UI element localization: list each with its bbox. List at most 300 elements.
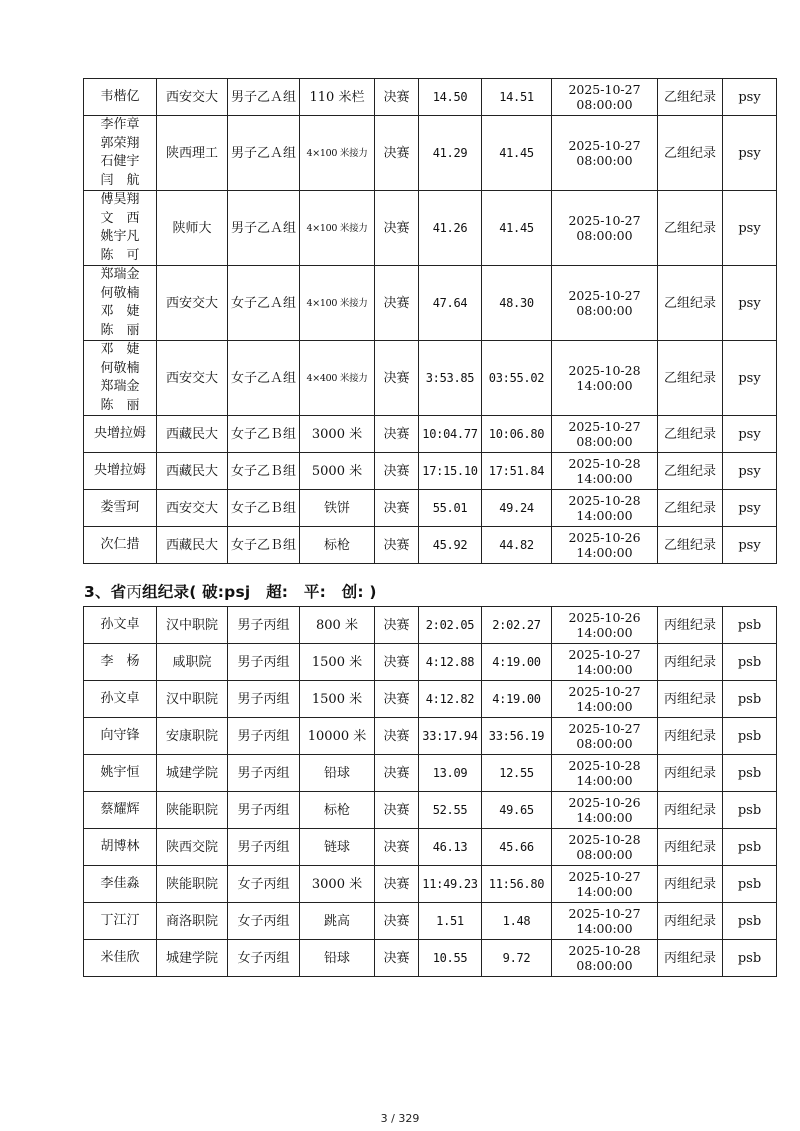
- datetime-cell: [552, 866, 658, 903]
- result-cell: [419, 116, 482, 191]
- event-cell: 800 米: [300, 607, 375, 644]
- record-code-cell: psy: [723, 490, 777, 527]
- date-value: 2025-10-26: [568, 795, 641, 810]
- event-cell: 铁饼: [300, 490, 375, 527]
- athlete-name-line: 郑瑞金: [100, 267, 140, 282]
- athlete-name-cell: [84, 266, 157, 341]
- result-cell: [419, 940, 482, 977]
- group-cell: 男子乙Ａ组: [228, 79, 300, 116]
- table-row: [84, 718, 777, 755]
- athlete-name-line: 闫 航: [100, 172, 140, 188]
- record-code-cell: psy: [723, 416, 777, 453]
- old-record-cell: [482, 416, 552, 453]
- school-cell: 西藏民大: [157, 453, 228, 490]
- result-value: 4:12.88: [425, 654, 475, 669]
- record-code-cell: psb: [723, 940, 777, 977]
- time-value: 08:00:00: [576, 97, 633, 112]
- group-cell: 女子乙Ｂ组: [228, 490, 300, 527]
- old-record-value: 41.45: [499, 220, 534, 235]
- athlete-name-cell: 娄雪珂: [84, 490, 157, 527]
- event-cell: 1500 米: [300, 681, 375, 718]
- round-cell: 决赛: [375, 718, 419, 755]
- result-cell: [419, 453, 482, 490]
- record-type-cell: 丙组纪录: [658, 755, 723, 792]
- athlete-name-line: 李作章: [100, 117, 140, 132]
- result-value: 52.55: [432, 802, 468, 817]
- athlete-name-cell: 姚宇恒: [84, 755, 157, 792]
- group-cell: 男子丙组: [228, 644, 300, 681]
- result-value: 4:12.82: [425, 691, 475, 706]
- result-value: 11:49.23: [422, 876, 478, 891]
- school-cell: 陕师大: [157, 191, 228, 266]
- record-code-cell: psy: [723, 79, 777, 116]
- table-row: [84, 527, 777, 564]
- athlete-name-cell: [84, 191, 157, 266]
- time-value: 14:00:00: [576, 378, 633, 393]
- table-row: [84, 607, 777, 644]
- old-record-cell: [482, 903, 552, 940]
- round-cell: 决赛: [375, 416, 419, 453]
- table-row: [84, 681, 777, 718]
- group-cell: 男子丙组: [228, 607, 300, 644]
- school-cell: 西安交大: [157, 490, 228, 527]
- datetime-cell: [552, 527, 658, 564]
- datetime-cell: [552, 718, 658, 755]
- event-cell: 110 米栏: [300, 79, 375, 116]
- event-cell: 3000 米: [300, 416, 375, 453]
- round-cell: 决赛: [375, 490, 419, 527]
- result-cell: [419, 644, 482, 681]
- datetime-cell: [552, 116, 658, 191]
- athlete-name-cell: 李佳淼: [84, 866, 157, 903]
- old-record-value: 1.48: [502, 913, 531, 928]
- athlete-name-cell: 蔡耀辉: [84, 792, 157, 829]
- table-row: [84, 453, 777, 490]
- date-value: 2025-10-28: [568, 363, 641, 378]
- record-code-cell: psy: [723, 453, 777, 490]
- record-code-cell: psy: [723, 266, 777, 341]
- event-cell: 4×400 米接力: [300, 341, 375, 416]
- date-value: 2025-10-28: [568, 943, 641, 958]
- date-value: 2025-10-27: [568, 82, 641, 97]
- record-type-cell: 乙组纪录: [658, 527, 723, 564]
- date-value: 2025-10-27: [568, 647, 641, 662]
- result-value: 45.92: [432, 537, 468, 552]
- record-code-cell: psb: [723, 903, 777, 940]
- time-value: 08:00:00: [576, 303, 633, 318]
- round-cell: 决赛: [375, 866, 419, 903]
- old-record-value: 4:19.00: [492, 654, 541, 669]
- record-code-cell: psy: [723, 341, 777, 416]
- athlete-name-line: 陈 可: [100, 247, 140, 263]
- result-cell: [419, 755, 482, 792]
- date-value: 2025-10-27: [568, 869, 641, 884]
- result-cell: [419, 866, 482, 903]
- table-row: [84, 490, 777, 527]
- old-record-value: 33:56.19: [488, 728, 545, 743]
- date-value: 2025-10-27: [568, 721, 641, 736]
- table-row: [84, 191, 777, 266]
- old-record-value: 14.51: [499, 89, 534, 104]
- record-type-cell: 丙组纪录: [658, 607, 723, 644]
- event-cell: 标枪: [300, 527, 375, 564]
- old-record-cell: [482, 940, 552, 977]
- record-type-cell: 丙组纪录: [658, 644, 723, 681]
- athlete-name-line: 何敬楠: [100, 360, 140, 376]
- athlete-name-line: 文 西: [100, 210, 140, 226]
- group-cell: 女子乙Ｂ组: [228, 453, 300, 490]
- school-cell: 咸职院: [157, 644, 228, 681]
- group-cell: 男子丙组: [228, 681, 300, 718]
- datetime-cell: [552, 490, 658, 527]
- date-value: 2025-10-27: [568, 684, 641, 699]
- record-type-cell: 乙组纪录: [658, 79, 723, 116]
- athlete-name-line: 傅昊翔: [100, 192, 140, 207]
- table-row: [84, 866, 777, 903]
- record-type-cell: 乙组纪录: [658, 266, 723, 341]
- date-value: 2025-10-28: [568, 758, 641, 773]
- page-number: 3 / 329: [380, 1112, 420, 1125]
- record-type-cell: 乙组纪录: [658, 341, 723, 416]
- round-cell: 决赛: [375, 829, 419, 866]
- athlete-name-cell: 向守锋: [84, 718, 157, 755]
- round-cell: 决赛: [375, 607, 419, 644]
- group-cell: 男子丙组: [228, 718, 300, 755]
- event-cell: 跳高: [300, 903, 375, 940]
- result-cell: [419, 527, 482, 564]
- event-cell: 铅球: [300, 940, 375, 977]
- group-cell: 男子乙Ａ组: [228, 191, 300, 266]
- result-value: 33:17.94: [422, 728, 478, 743]
- time-value: 08:00:00: [576, 434, 633, 449]
- table-row: [84, 940, 777, 977]
- datetime-cell: [552, 755, 658, 792]
- group-cell: 女子丙组: [228, 903, 300, 940]
- group-cell: 男子乙Ａ组: [228, 116, 300, 191]
- result-value: 2:02.05: [425, 617, 475, 632]
- athlete-name-cell: 丁江汀: [84, 903, 157, 940]
- datetime-cell: [552, 341, 658, 416]
- result-cell: [419, 607, 482, 644]
- athlete-name-line: 石健宇: [100, 154, 140, 169]
- result-value: 1.51: [436, 913, 464, 928]
- group-cell: 女子乙Ａ组: [228, 341, 300, 416]
- record-code-cell: psy: [723, 191, 777, 266]
- old-record-cell: [482, 681, 552, 718]
- datetime-cell: [552, 191, 658, 266]
- round-cell: 决赛: [375, 266, 419, 341]
- time-value: 14:00:00: [576, 471, 633, 486]
- athlete-name-cell: 央增拉姆: [84, 416, 157, 453]
- group-cell: 男子丙组: [228, 792, 300, 829]
- table-row: [84, 755, 777, 792]
- time-value: 08:00:00: [576, 847, 633, 862]
- table-row: [84, 116, 777, 191]
- result-value: 47.64: [432, 295, 468, 310]
- date-value: 2025-10-27: [568, 288, 641, 303]
- table-row: [84, 829, 777, 866]
- athlete-name-cell: 胡博林: [84, 829, 157, 866]
- time-value: 08:00:00: [576, 958, 633, 973]
- round-cell: 决赛: [375, 903, 419, 940]
- round-cell: 决赛: [375, 341, 419, 416]
- athlete-name-line: 陈 丽: [100, 397, 140, 413]
- table-row: [84, 341, 777, 416]
- group-cell: 男子丙组: [228, 755, 300, 792]
- old-record-value: 49.24: [499, 500, 534, 515]
- time-value: 14:00:00: [576, 773, 633, 788]
- result-cell: [419, 79, 482, 116]
- old-record-cell: [482, 792, 552, 829]
- time-value: 14:00:00: [576, 921, 633, 936]
- result-cell: [419, 829, 482, 866]
- old-record-value: 45.66: [499, 839, 534, 854]
- event-cell: 铅球: [300, 755, 375, 792]
- date-value: 2025-10-26: [568, 530, 641, 545]
- time-value: 14:00:00: [576, 810, 633, 825]
- athlete-name-cell: 央增拉姆: [84, 453, 157, 490]
- table-row: [84, 266, 777, 341]
- round-cell: 决赛: [375, 644, 419, 681]
- athlete-name-cell: 次仁措: [84, 527, 157, 564]
- school-cell: 西安交大: [157, 266, 228, 341]
- event-cell: 1500 米: [300, 644, 375, 681]
- result-cell: [419, 681, 482, 718]
- old-record-value: 11:56.80: [488, 876, 545, 891]
- time-value: 08:00:00: [576, 153, 633, 168]
- record-code-cell: psb: [723, 755, 777, 792]
- group-cell: 女子丙组: [228, 940, 300, 977]
- date-value: 2025-10-28: [568, 493, 641, 508]
- datetime-cell: [552, 903, 658, 940]
- old-record-value: 49.65: [499, 802, 534, 817]
- event-cell: 链球: [300, 829, 375, 866]
- athlete-name-line: 陈 丽: [100, 322, 140, 338]
- time-value: 14:00:00: [576, 884, 633, 899]
- event-cell: 3000 米: [300, 866, 375, 903]
- school-cell: 城建学院: [157, 755, 228, 792]
- school-cell: 陕能职院: [157, 792, 228, 829]
- record-type-cell: 丙组纪录: [658, 940, 723, 977]
- record-code-cell: psb: [723, 866, 777, 903]
- result-value: 10.55: [432, 950, 468, 965]
- event-cell: 4×100 米接力: [300, 116, 375, 191]
- datetime-cell: [552, 607, 658, 644]
- round-cell: 决赛: [375, 755, 419, 792]
- result-value: 10:04.77: [422, 426, 478, 441]
- record-table-group-c: [83, 606, 777, 977]
- event-cell: 4×100 米接力: [300, 191, 375, 266]
- time-value: 14:00:00: [576, 625, 633, 640]
- athlete-name-line: 何敬楠: [100, 285, 140, 301]
- record-type-cell: 丙组纪录: [658, 903, 723, 940]
- athlete-name-cell: 韦楷亿: [84, 79, 157, 116]
- table-row: [84, 644, 777, 681]
- datetime-cell: [552, 266, 658, 341]
- date-value: 2025-10-27: [568, 906, 641, 921]
- date-value: 2025-10-26: [568, 610, 641, 625]
- date-value: 2025-10-27: [568, 419, 641, 434]
- record-code-cell: psb: [723, 829, 777, 866]
- old-record-cell: [482, 453, 552, 490]
- event-cell: 4×100 米接力: [300, 266, 375, 341]
- time-value: 08:00:00: [576, 736, 633, 751]
- record-type-cell: 乙组纪录: [658, 490, 723, 527]
- event-cell: 标枪: [300, 792, 375, 829]
- datetime-cell: [552, 416, 658, 453]
- school-cell: 西安交大: [157, 79, 228, 116]
- old-record-value: 2:02.27: [492, 617, 541, 632]
- round-cell: 决赛: [375, 792, 419, 829]
- old-record-cell: [482, 607, 552, 644]
- old-record-value: 10:06.80: [488, 426, 545, 441]
- result-value: 41.26: [432, 220, 468, 235]
- result-cell: [419, 903, 482, 940]
- athlete-name-cell: 米佳欣: [84, 940, 157, 977]
- record-type-cell: 乙组纪录: [658, 453, 723, 490]
- old-record-value: 17:51.84: [488, 463, 545, 478]
- record-type-cell: 丙组纪录: [658, 792, 723, 829]
- athlete-name-cell: 孙文卓: [84, 607, 157, 644]
- result-value: 46.13: [432, 839, 468, 854]
- record-code-cell: psy: [723, 116, 777, 191]
- old-record-value: 9.72: [502, 950, 531, 965]
- athlete-name-cell: [84, 341, 157, 416]
- result-cell: [419, 266, 482, 341]
- round-cell: 决赛: [375, 681, 419, 718]
- school-cell: 汉中职院: [157, 607, 228, 644]
- section-heading-group-c: 3、省丙组纪录( 破:psj 超: 平: 创: ): [84, 583, 377, 601]
- athlete-name-line: 郑瑞金: [100, 379, 140, 394]
- old-record-value: 41.45: [499, 145, 534, 160]
- datetime-cell: [552, 79, 658, 116]
- datetime-cell: [552, 681, 658, 718]
- table-row: [84, 416, 777, 453]
- round-cell: 决赛: [375, 79, 419, 116]
- old-record-value: 48.30: [499, 295, 534, 310]
- group-cell: 男子丙组: [228, 829, 300, 866]
- athlete-name-line: 郭荣翔: [100, 135, 140, 151]
- old-record-cell: [482, 755, 552, 792]
- result-cell: [419, 792, 482, 829]
- group-cell: 女子乙Ｂ组: [228, 527, 300, 564]
- old-record-cell: [482, 116, 552, 191]
- old-record-cell: [482, 829, 552, 866]
- event-cell: 10000 米: [300, 718, 375, 755]
- round-cell: 决赛: [375, 116, 419, 191]
- old-record-cell: [482, 644, 552, 681]
- table-row: [84, 792, 777, 829]
- result-value: 17:15.10: [422, 463, 478, 478]
- datetime-cell: [552, 792, 658, 829]
- time-value: 14:00:00: [576, 699, 633, 714]
- old-record-value: 44.82: [499, 537, 534, 552]
- athlete-name-line: 邓 婕: [100, 342, 140, 357]
- table-row: [84, 79, 777, 116]
- time-value: 14:00:00: [576, 508, 633, 523]
- group-cell: 女子丙组: [228, 866, 300, 903]
- date-value: 2025-10-28: [568, 832, 641, 847]
- result-value: 41.29: [432, 145, 468, 160]
- date-value: 2025-10-27: [568, 213, 641, 228]
- result-value: 13.09: [432, 765, 468, 780]
- result-value: 55.01: [432, 500, 468, 515]
- school-cell: 西藏民大: [157, 416, 228, 453]
- datetime-cell: [552, 644, 658, 681]
- old-record-cell: [482, 191, 552, 266]
- record-type-cell: 乙组纪录: [658, 191, 723, 266]
- time-value: 08:00:00: [576, 228, 633, 243]
- old-record-cell: [482, 79, 552, 116]
- school-cell: 西安交大: [157, 341, 228, 416]
- old-record-value: 4:19.00: [492, 691, 541, 706]
- record-type-cell: 丙组纪录: [658, 718, 723, 755]
- result-cell: [419, 490, 482, 527]
- record-code-cell: psy: [723, 527, 777, 564]
- old-record-cell: [482, 866, 552, 903]
- record-type-cell: 丙组纪录: [658, 866, 723, 903]
- result-cell: [419, 341, 482, 416]
- round-cell: 决赛: [375, 940, 419, 977]
- record-code-cell: psb: [723, 792, 777, 829]
- athlete-name-line: 邓 婕: [100, 304, 140, 319]
- athlete-name-cell: 孙文卓: [84, 681, 157, 718]
- school-cell: 汉中职院: [157, 681, 228, 718]
- old-record-cell: [482, 527, 552, 564]
- date-value: 2025-10-28: [568, 456, 641, 471]
- event-cell: 5000 米: [300, 453, 375, 490]
- athlete-name-cell: [84, 116, 157, 191]
- athlete-name-line: 姚宇凡: [100, 229, 140, 244]
- school-cell: 安康职院: [157, 718, 228, 755]
- result-cell: [419, 718, 482, 755]
- datetime-cell: [552, 829, 658, 866]
- round-cell: 决赛: [375, 527, 419, 564]
- school-cell: 商洛职院: [157, 903, 228, 940]
- old-record-value: 12.55: [499, 765, 534, 780]
- result-value: 3:53.85: [425, 370, 475, 385]
- record-table-group-b: [83, 78, 777, 564]
- time-value: 14:00:00: [576, 545, 633, 560]
- school-cell: 陕西理工: [157, 116, 228, 191]
- record-type-cell: 丙组纪录: [658, 681, 723, 718]
- old-record-cell: [482, 266, 552, 341]
- school-cell: 城建学院: [157, 940, 228, 977]
- old-record-value: 03:55.02: [488, 370, 545, 385]
- record-code-cell: psb: [723, 607, 777, 644]
- old-record-cell: [482, 341, 552, 416]
- school-cell: 西藏民大: [157, 527, 228, 564]
- record-code-cell: psb: [723, 644, 777, 681]
- record-type-cell: 乙组纪录: [658, 116, 723, 191]
- group-cell: 女子乙Ａ组: [228, 266, 300, 341]
- result-cell: [419, 416, 482, 453]
- datetime-cell: [552, 453, 658, 490]
- record-code-cell: psb: [723, 681, 777, 718]
- school-cell: 陕能职院: [157, 866, 228, 903]
- school-cell: 陕西交院: [157, 829, 228, 866]
- date-value: 2025-10-27: [568, 138, 641, 153]
- round-cell: 决赛: [375, 453, 419, 490]
- round-cell: 决赛: [375, 191, 419, 266]
- old-record-cell: [482, 490, 552, 527]
- group-cell: 女子乙Ｂ组: [228, 416, 300, 453]
- old-record-cell: [482, 718, 552, 755]
- time-value: 14:00:00: [576, 662, 633, 677]
- result-value: 14.50: [432, 89, 468, 104]
- table-row: [84, 903, 777, 940]
- record-code-cell: psb: [723, 718, 777, 755]
